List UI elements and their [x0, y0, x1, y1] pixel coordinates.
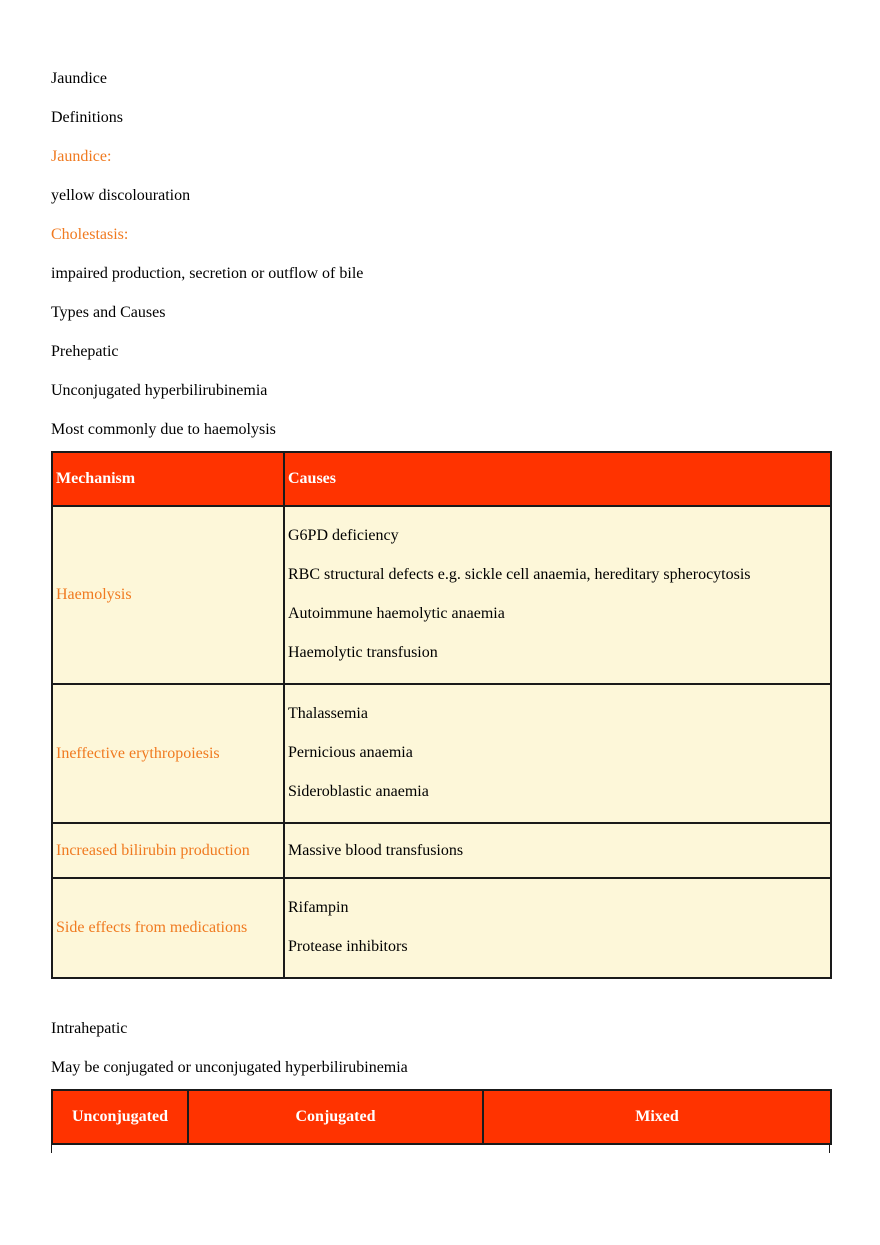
- cause-item: Massive blood transfusions: [288, 841, 464, 859]
- causes-cell: [284, 506, 831, 684]
- causes-cell: [284, 823, 831, 878]
- header-causes: Causes: [284, 452, 831, 506]
- prehepatic-table: [51, 451, 832, 979]
- cause-item: RBC structural defects e.g. sickle cell anaemia, hereditary spherocytosis: [288, 566, 751, 583]
- term-cholestasis: Cholestasis:: [51, 226, 129, 243]
- table-header-row: [52, 1090, 831, 1144]
- subheading-prehepatic: Prehepatic: [51, 343, 119, 360]
- header-unconjugated: Unconjugated: [52, 1090, 188, 1144]
- header-conjugated: Conjugated: [188, 1090, 483, 1144]
- table-row: [52, 684, 831, 823]
- cause-item: Rifampin: [288, 899, 349, 916]
- definition-jaundice: yellow discolouration: [51, 187, 191, 204]
- text-most-common: Most commonly due to haemolysis: [51, 421, 276, 438]
- section-heading-types: Types and Causes: [51, 304, 166, 321]
- definition-cholestasis: impaired production, secretion or outflow of bile: [51, 265, 364, 282]
- cause-item: Thalassemia: [288, 705, 368, 722]
- causes-cell: [284, 878, 831, 978]
- table-border-continuation: [829, 1145, 830, 1153]
- table-header-row: [52, 452, 831, 506]
- table-border-continuation: [51, 1145, 52, 1153]
- causes-cell: [284, 684, 831, 823]
- term-jaundice: Jaundice:: [51, 148, 112, 165]
- cause-item: Haemolytic transfusion: [288, 644, 438, 661]
- cause-item: Autoimmune haemolytic anaemia: [288, 605, 505, 622]
- mechanism-cell: Increased bilirubin production: [52, 823, 284, 878]
- intrahepatic-table: [51, 1089, 832, 1145]
- text-unconjugated: Unconjugated hyperbilirubinemia: [51, 382, 268, 399]
- subheading-intrahepatic: Intrahepatic: [51, 1020, 128, 1037]
- header-mixed: Mixed: [483, 1090, 831, 1144]
- table-row: [52, 506, 831, 684]
- mechanism-cell: Side effects from medications: [52, 878, 284, 978]
- cause-item: Pernicious anaemia: [288, 744, 413, 761]
- header-mechanism: Mechanism: [52, 452, 284, 506]
- table-row: [52, 823, 831, 878]
- cause-item: Sideroblastic anaemia: [288, 783, 429, 800]
- mechanism-cell: Ineffective erythropoiesis: [52, 684, 284, 823]
- cause-item: Protease inhibitors: [288, 938, 408, 955]
- mechanism-cell: Haemolysis: [52, 506, 284, 684]
- table-row: [52, 878, 831, 978]
- text-may-be: May be conjugated or unconjugated hyperbilirubinemia: [51, 1059, 408, 1076]
- document-title: Jaundice: [51, 70, 107, 87]
- section-heading-definitions: Definitions: [51, 109, 123, 126]
- cause-item: G6PD deficiency: [288, 527, 399, 544]
